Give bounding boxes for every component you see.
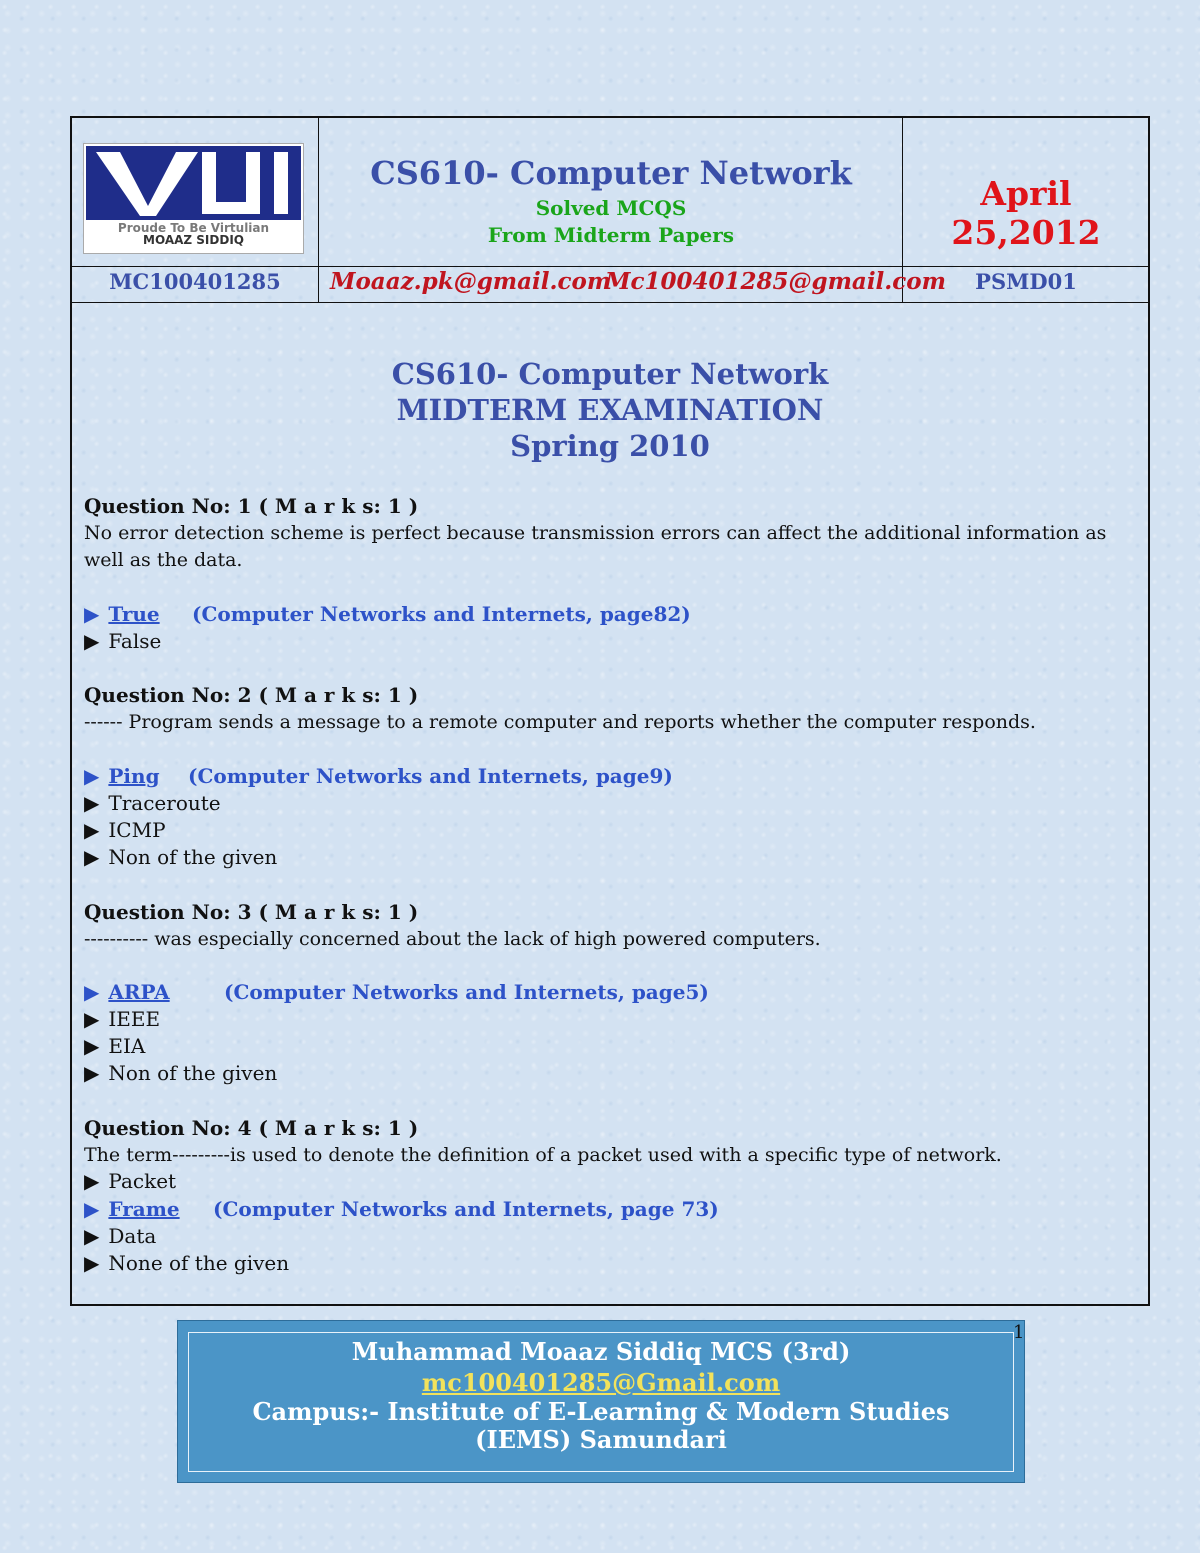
question-4-option[interactable]: [84, 1224, 156, 1248]
arrow-right-icon: ▶: [84, 764, 100, 788]
vu-logo: [83, 143, 304, 254]
logo-tagline-line-1: Proude To Be Virtulian: [117, 221, 270, 235]
question-3-option-correct[interactable]: [84, 980, 170, 1004]
option-label: Data: [108, 1224, 157, 1248]
option-label: False: [108, 629, 162, 653]
question-2-option[interactable]: [84, 845, 277, 869]
exam-term: Spring 2010: [510, 429, 710, 463]
option-label: Ping: [108, 764, 160, 788]
document-frame: [70, 116, 1150, 1306]
footer-email-link[interactable]: mc100401285@Gmail.com: [421, 1368, 781, 1397]
header-subtitle-source: From Midterm Papers: [487, 223, 735, 247]
info-row-divider: [72, 302, 1148, 303]
option-label: ICMP: [108, 818, 166, 842]
arrow-right-icon: ▶: [84, 791, 100, 815]
question-3-reference: (Computer Networks and Internets, page5): [224, 980, 709, 1004]
logo-tagline: [84, 222, 303, 246]
question-3-text: ---------- was especially concerned about the lack of high powered computers.: [84, 928, 821, 950]
footer-campus-line-2: (IEMS) Samundari: [475, 1425, 727, 1454]
question-1-reference: (Computer Networks and Internets, page82): [192, 602, 691, 626]
column-divider-left: [318, 118, 319, 302]
option-label: None of the given: [108, 1251, 290, 1275]
question-4-title: Question No: 4 ( M a r k s: 1 ): [84, 1116, 419, 1140]
arrow-right-icon: ▶: [84, 818, 100, 842]
option-label: Frame: [108, 1197, 180, 1221]
exam-type: MIDTERM EXAMINATION: [396, 393, 824, 427]
paper-code: PSMD01: [975, 269, 1077, 294]
question-4-option[interactable]: [84, 1251, 289, 1275]
option-label: Traceroute: [108, 791, 221, 815]
page-number: 1: [1013, 1322, 1025, 1343]
option-label: Non of the given: [108, 845, 278, 869]
question-4-reference: (Computer Networks and Internets, page 73): [213, 1197, 719, 1221]
question-2-option[interactable]: [84, 791, 221, 815]
footer-campus-line-1: Campus:- Institute of E-Learning & Modern Studies: [252, 1397, 950, 1426]
option-label: EIA: [108, 1034, 146, 1058]
option-label: ARPA: [108, 980, 170, 1004]
question-3-option[interactable]: [84, 1034, 145, 1058]
option-label: Non of the given: [108, 1061, 278, 1085]
arrow-right-icon: ▶: [84, 845, 100, 869]
student-id: MC100401285: [109, 269, 281, 294]
question-2-option-correct[interactable]: [84, 764, 160, 788]
email-link-1[interactable]: Moaaz.pk@gmail.com: [330, 268, 612, 295]
arrow-right-icon: ▶: [84, 602, 100, 626]
question-4-option-correct[interactable]: [84, 1197, 180, 1221]
question-2-option[interactable]: [84, 818, 166, 842]
header-divider: [72, 266, 1148, 267]
question-1-option[interactable]: [84, 629, 161, 653]
question-2-title: Question No: 2 ( M a r k s: 1 ): [84, 683, 419, 707]
arrow-right-icon: ▶: [84, 1197, 100, 1221]
author-footer: [177, 1320, 1025, 1483]
question-1-title: Question No: 1 ( M a r k s: 1 ): [84, 494, 419, 518]
option-label: True: [108, 602, 160, 626]
logo-wordmark-area: [86, 146, 301, 220]
question-3-option[interactable]: [84, 1061, 277, 1085]
header-course-title: CS610- Computer Network: [370, 154, 852, 192]
vu-wordmark-icon: [86, 146, 301, 220]
arrow-right-icon: ▶: [84, 980, 100, 1004]
arrow-right-icon: ▶: [84, 1061, 100, 1085]
option-label: Packet: [108, 1169, 177, 1193]
arrow-right-icon: ▶: [84, 629, 100, 653]
question-1-text: No error detection scheme is perfect because transmission errors can affect the additional information as well as the data.: [84, 522, 1107, 571]
question-3-option[interactable]: [84, 1007, 160, 1031]
footer-email-wrap: [189, 1368, 1013, 1397]
footer-inner-border: [188, 1332, 1014, 1472]
question-2-text: ------ Program sends a message to a remote computer and reports whether the computer responds.: [84, 711, 1036, 733]
arrow-right-icon: ▶: [84, 1169, 100, 1193]
arrow-right-icon: ▶: [84, 1034, 100, 1058]
question-4-text: The term---------is used to denote the definition of a packet used with a specific type of network.: [84, 1144, 1002, 1166]
arrow-right-icon: ▶: [84, 1007, 100, 1031]
question-1-option-correct[interactable]: [84, 602, 160, 626]
arrow-right-icon: ▶: [84, 1251, 100, 1275]
email-link-2[interactable]: Mc100401285@gmail.com: [605, 268, 946, 295]
question-2-reference: (Computer Networks and Internets, page9): [188, 764, 673, 788]
logo-tagline-line-2: MOAAZ SIDDIQ: [143, 233, 244, 247]
option-label: IEEE: [108, 1007, 161, 1031]
question-3-title: Question No: 3 ( M a r k s: 1 ): [84, 900, 419, 924]
header-subtitle-solved: Solved MCQS: [535, 196, 687, 220]
question-4-option[interactable]: [84, 1169, 176, 1193]
arrow-right-icon: ▶: [84, 1224, 100, 1248]
exam-title: CS610- Computer Network: [391, 357, 829, 391]
footer-author-name: Muhammad Moaaz Siddiq MCS (3rd): [351, 1337, 851, 1366]
header-date: April 25,2012: [951, 174, 1101, 252]
